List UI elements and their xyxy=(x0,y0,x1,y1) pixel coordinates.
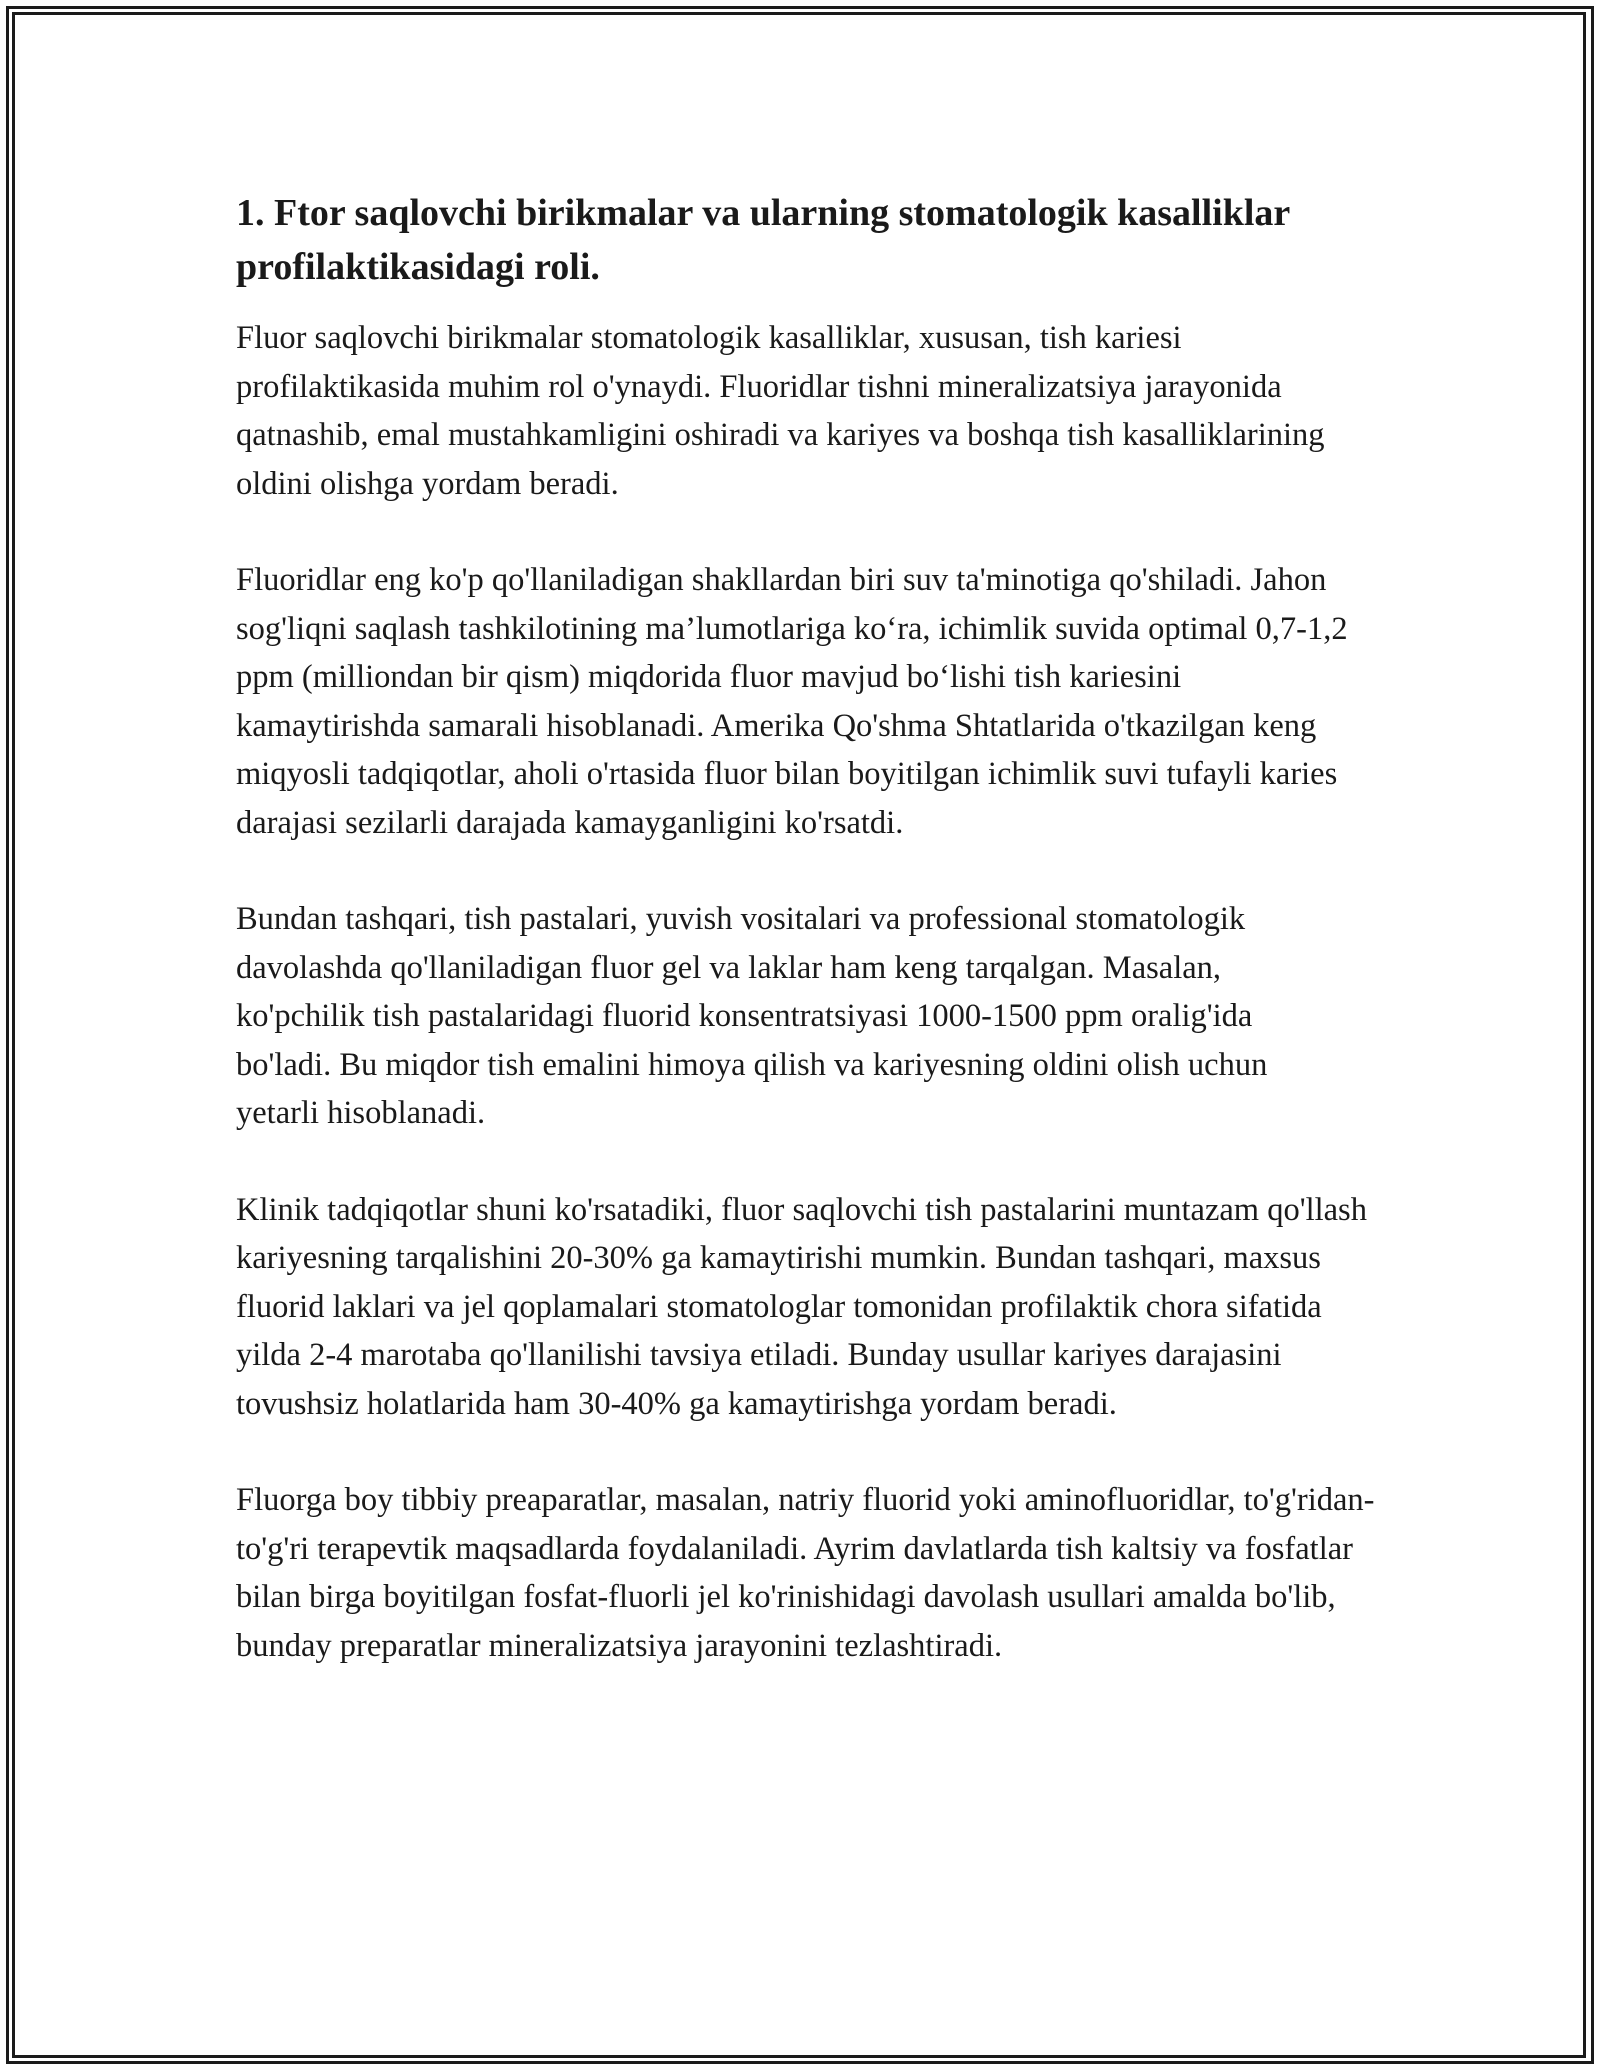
paragraph-1: Fluor saqlovchi birikmalar stomatologik kasalliklar, xususan, tish kariesi profilaktikasida muhim rol o'ynaydi. Fluoridlar tishni mineralizatsiya jarayonida qatnashib, emal mustahkamligini oshiradi va kariyes va boshqa tish kasalliklarining oldini olishga yordam beradi. xyxy=(236,320,1325,502)
document-body xyxy=(236,186,1386,1718)
paragraph-3: Bundan tashqari, tish pastalari, yuvish vositalari va professional stomatologik davolashda qo'llaniladigan fluor gel va laklar ham keng tarqalgan. Masalan, ko'pchilik tish pastalaridagi fluorid konsentratsiyasi 1000-1500 ppm oralig'ida bo'ladi. Bu miqdor tish emalini himoya qilish va kariyesning oldini olish uchun yetarli hisoblanadi. xyxy=(236,901,1268,1131)
document-title: 1. Ftor saqlovchi birikmalar va ularning stomatologik kasalliklar profilaktikasidagi roli. xyxy=(236,192,1290,288)
paragraph-2: Fluoridlar eng ko'p qo'llaniladigan shakllardan biri suv ta'minotiga qo'shiladi. Jahon sog'liqni saqlash tashkilotining ma’lumotlariga ko‘ra, ichimlik suvida optimal 0,7-1,2 ppm (milliondan bir qism) miqdorida fluor mavjud bo‘lishi tish kariesini kamaytirishda samarali hisoblanadi. Amerika Qo'shma Shtatlarida o'tkazilgan keng miqyosli tadqiqotlar, aholi o'rtasida fluor bilan boyitilgan ichimlik suvi tufayli karies darajasi sezilarli darajada kamayganligini ko'rsatdi. xyxy=(236,562,1348,841)
paragraph-5: Fluorga boy tibbiy preaparatlar, masalan, natriy fluorid yoki aminofluoridlar, to'g'ridan-to'g'ri terapevtik maqsadlarda foydalaniladi. Ayrim davlatlarda tish kaltsiy va fosfatlar bilan birga boyitilgan fosfat-fluorli jel ko'rinishidagi davolash usullari amalda bo'lib, bunday preparatlar mineralizatsiya jarayonini tezlashtiradi. xyxy=(236,1482,1375,1664)
paragraph-4: Klinik tadqiqotlar shuni ko'rsatadiki, fluor saqlovchi tish pastalarini muntazam qo'llash kariyesning tarqalishini 20-30% ga kamaytirishi mumkin. Bundan tashqari, maxsus fluorid laklari va jel qoplamalari stomatologlar tomonidan profilaktik chora sifatida yilda 2-4 marotaba qo'llanilishi tavsiya etiladi. Bunday usullar kariyes darajasini tovushsiz holatlarida ham 30-40% ga kamaytirishga yordam beradi. xyxy=(236,1191,1367,1422)
